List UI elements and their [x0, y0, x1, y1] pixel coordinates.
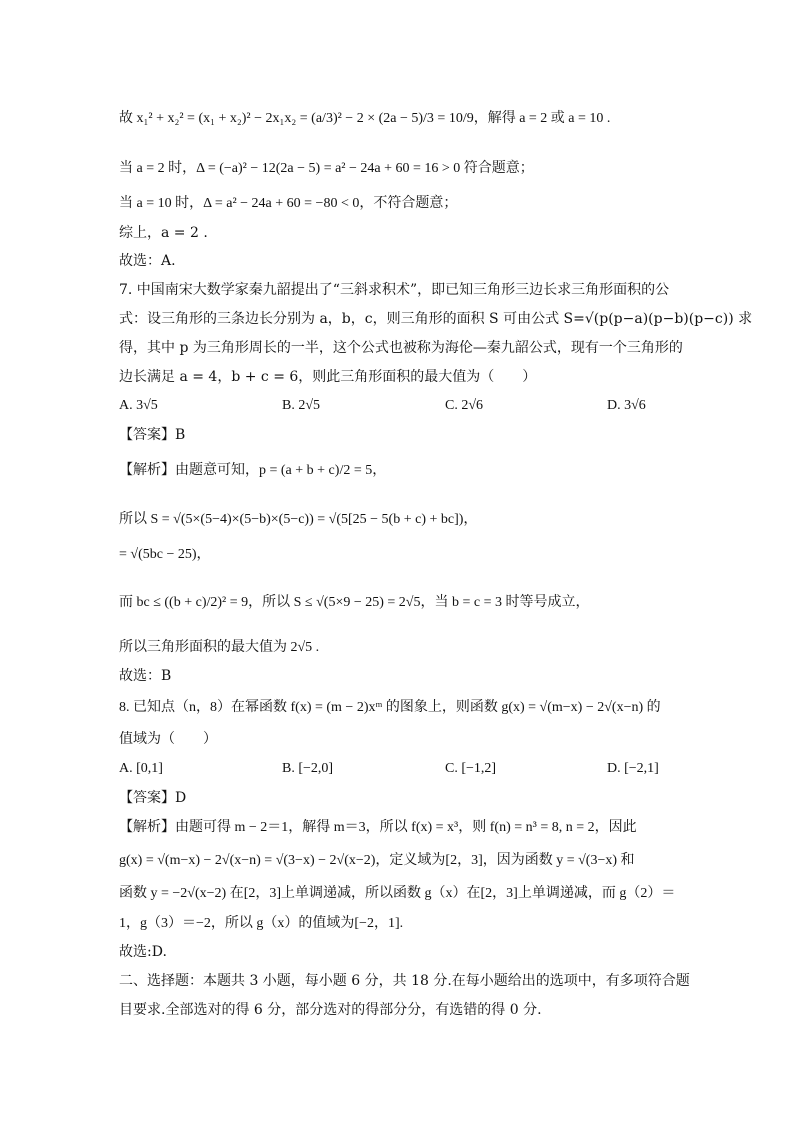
analysis-line: 1，g（3）＝−2，所以 g（x）的值域为[−2，1]. [119, 916, 404, 931]
q8-choice-d: D. [−2,1] [607, 761, 659, 776]
answer-label: 【答案】D [119, 790, 187, 806]
analysis-line: 所以三角形面积的最大值为 2√5 . [119, 640, 320, 655]
section-heading: 目要求.全部选对的得 6 分，部分选对的得部分分，有选错的得 0 分. [119, 1002, 542, 1018]
analysis-line: 【解析】由题意可知，p = (a + b + c)/2 = 5， [119, 463, 387, 478]
analysis-line: 而 bc ≤ ((b + c)/2)² = 9，所以 S ≤ √(5×9 − 25) = 2√5，当 b = c = 3 时等号成立， [119, 595, 590, 610]
question-7-text: 式：设三角形的三条边长分别为 a，b，c，则三角形的面积 S 可由公式 S=√(p(p−a)(p−b)(p−c)) 求 [119, 311, 753, 327]
q7-choice-a: A. 3√5 [119, 398, 158, 413]
section-heading: 二、选择题：本题共 3 小题，每小题 6 分，共 18 分.在每小题给出的选项中，有多项符合题 [119, 973, 690, 989]
question-7-text: 边长满足 a = 4，b + c = 6，则此三角形面积的最大值为（ ） [119, 369, 537, 385]
question-7-text: 7. 中国南宋大数学家秦九韶提出了“三斜求积术”，即已知三角形三边长求三角形面积的公 [119, 282, 670, 298]
solution-line: 综上，a = 2 . [119, 225, 208, 241]
question-8-text: 值域为（ ） [119, 731, 217, 747]
solution-line: 故选：A. [119, 253, 176, 269]
analysis-line: 所以 S = √(5×(5−4)×(5−b)×(5−c)) = √(5[25 − 5(b + c) + bc])， [119, 512, 478, 527]
question-8-text: 8. 已知点（n，8）在幂函数 f(x) = (m − 2)xᵐ 的图象上，则函数 g(x) = √(m−x) − 2√(x−n) 的 [119, 700, 661, 715]
answer-label: 【答案】B [119, 427, 186, 443]
analysis-line: g(x) = √(m−x) − 2√(x−n) = √(3−x) − 2√(x−2)，定义域为[2，3]，因为函数 y = √(3−x) 和 [119, 853, 635, 868]
q7-choice-d: D. 3√6 [607, 398, 646, 413]
analysis-line: = √(5bc − 25)， [119, 547, 211, 562]
q8-choice-a: A. [0,1] [119, 761, 163, 776]
analysis-line: 故选：B [119, 668, 172, 684]
q8-choice-c: C. [−1,2] [445, 761, 497, 776]
analysis-line: 故选:D. [119, 944, 167, 960]
q7-choice-c: C. 2√6 [445, 398, 484, 413]
analysis-line: 函数 y = −2√(x−2) 在[2，3]上单调递减，所以函数 g（x）在[2，3]上单调递减，而 g（2）＝ [119, 886, 676, 901]
solution-line: 当 a = 2 时，Δ = (−a)² − 12(2a − 5) = a² − 24a + 60 = 16 > 0 符合题意； [119, 161, 534, 176]
q8-choice-b: B. [−2,0] [282, 761, 334, 776]
analysis-line: 【解析】由题可得 m − 2＝1，解得 m＝3，所以 f(x) = x³，则 f(n) = n³ = 8, n = 2，因此 [119, 820, 637, 835]
solution-line: 故 x₁² + x₂² = (x₁ + x₂)² − 2x₁x₂ = (a/3)² − 2 × (2a − 5)/3 = 10/9，解得 a = 2 或 a = 10 . [119, 111, 611, 126]
q7-choice-b: B. 2√5 [282, 398, 321, 413]
solution-line: 当 a = 10 时，Δ = a² − 24a + 60 = −80 < 0，不符合题意； [119, 196, 458, 211]
question-7-text: 得，其中 p 为三角形周长的一半，这个公式也被称为海伦—秦九韶公式，现有一个三角形的 [119, 340, 683, 356]
